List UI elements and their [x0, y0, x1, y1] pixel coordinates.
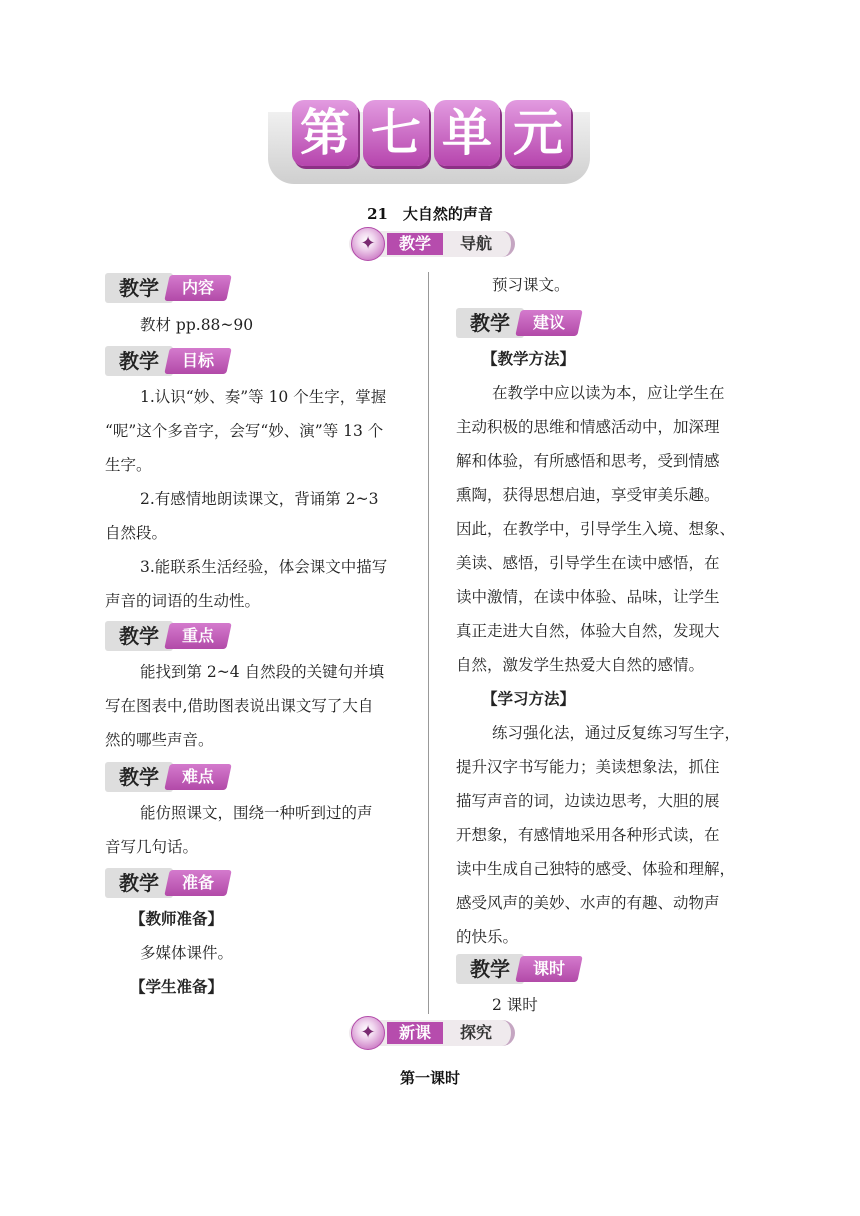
section-header-tag: 课时: [515, 956, 583, 982]
section-header-label: 教学: [105, 762, 173, 792]
unit-banner-char: 元: [505, 100, 571, 166]
new-lesson-explore-banner: [349, 1020, 515, 1046]
goal-line: 3.能联系生活经验，体会课文中描写: [140, 558, 388, 576]
method-line: 主动积极的思维和情感活动中，加深理: [456, 418, 720, 436]
section-header-tag: 准备: [164, 870, 232, 896]
method-line: 因此，在教学中，引导学生入境、想象、: [456, 520, 736, 538]
teacher-prep-title: 【教师准备】: [130, 909, 224, 928]
compass-icon: ✦: [351, 1016, 385, 1050]
section-header-label: 教学: [105, 868, 173, 898]
section-header-tag: 目标: [164, 348, 232, 374]
goal-line: 生字。: [105, 456, 152, 474]
method-line: 美读、感悟，引导学生在读中感悟，在: [456, 554, 720, 572]
section-header-tag: 难点: [164, 764, 232, 790]
banner-label-1: 教学: [387, 233, 443, 255]
section-header-tag: 内容: [164, 275, 232, 301]
method-title: 【教学方法】: [482, 349, 576, 368]
section-header-label: 教学: [456, 308, 524, 338]
goal-line: 2.有感情地朗读课文，背诵第 2~3: [140, 490, 379, 508]
section-header-hours: [456, 954, 580, 984]
section-header-label: 教学: [456, 954, 524, 984]
study-line: 开想象，有感情地采用各种形式读，在: [456, 826, 720, 844]
teacher-prep-text: 多媒体课件。: [140, 944, 234, 962]
student-prep-title: 【学生准备】: [130, 977, 224, 996]
hours-text: 2 课时: [492, 996, 538, 1014]
study-line: 描写声音的词，边读边思考，大胆的展: [456, 792, 720, 810]
study-line: 提升汉字书写能力；美读想象法，抓住: [456, 758, 720, 776]
method-line: 自然，激发学生热爱大自然的感情。: [456, 656, 705, 674]
section-header-preparation: [105, 868, 229, 898]
method-line: 真正走进大自然，体验大自然，发现大: [456, 622, 720, 640]
goal-line: 声音的词语的生动性。: [105, 592, 261, 610]
unit-banner-char: 七: [363, 100, 429, 166]
section-header-label: 教学: [105, 621, 173, 651]
study-title: 【学习方法】: [482, 689, 576, 708]
unit-banner-char: 第: [292, 100, 358, 166]
difficulty-line: 能仿照课文，围绕一种听到过的声: [140, 804, 373, 822]
section-header-label: 教学: [105, 346, 173, 376]
method-line: 读中激情，在读中体验、品味，让学生: [456, 588, 720, 606]
section-header-difficulty: [105, 762, 229, 792]
goal-line: 自然段。: [105, 524, 168, 542]
banner-label-2: 探究: [459, 1023, 492, 1042]
banner-label-1: 新课: [387, 1022, 443, 1044]
column-divider: [428, 272, 429, 1014]
difficulty-line: 音写几句话。: [105, 838, 199, 856]
key-line: 然的哪些声音。: [105, 731, 214, 749]
section-header-content: [105, 273, 229, 303]
content-text: 教材 pp.88~90: [140, 316, 254, 334]
section-header-key-points: [105, 621, 229, 651]
goal-line: “呢”这个多音字，会写“妙、演”等 13 个: [105, 422, 384, 440]
key-line: 写在图表中,借助图表说出课文写了大自: [105, 697, 374, 715]
compass-icon: ✦: [351, 227, 385, 261]
method-line: 解和体验，有所感悟和思考，受到情感: [456, 452, 720, 470]
preview-text: 预习课文。: [492, 276, 570, 294]
section-header-label: 教学: [105, 273, 173, 303]
section-header-tag: 重点: [164, 623, 232, 649]
unit-banner-char: 单: [434, 100, 500, 166]
key-line: 能找到第 2~4 自然段的关键句并填: [140, 663, 385, 681]
section-header-tag: 建议: [515, 310, 583, 336]
study-line: 读中生成自己独特的感受、体验和理解，: [456, 860, 736, 878]
section-header-advice: [456, 308, 580, 338]
section-header-goals: [105, 346, 229, 376]
goal-line: 1.认识“妙、奏”等 10 个生字，掌握: [140, 388, 387, 406]
banner-label-2: 导航: [459, 234, 492, 253]
study-line: 感受风声的美妙、水声的有趣、动物声: [456, 894, 720, 912]
lesson-title: 21 大自然的声音: [367, 205, 493, 223]
teaching-nav-banner: [349, 231, 515, 257]
study-line: 的快乐。: [456, 928, 519, 946]
method-line: 在教学中应以读为本，应让学生在: [492, 384, 725, 402]
method-line: 熏陶，获得思想启迪，享受审美乐趣。: [456, 486, 720, 504]
first-lesson-title: 第一课时: [399, 1069, 460, 1087]
study-line: 练习强化法，通过反复练习写生字，: [492, 724, 741, 742]
